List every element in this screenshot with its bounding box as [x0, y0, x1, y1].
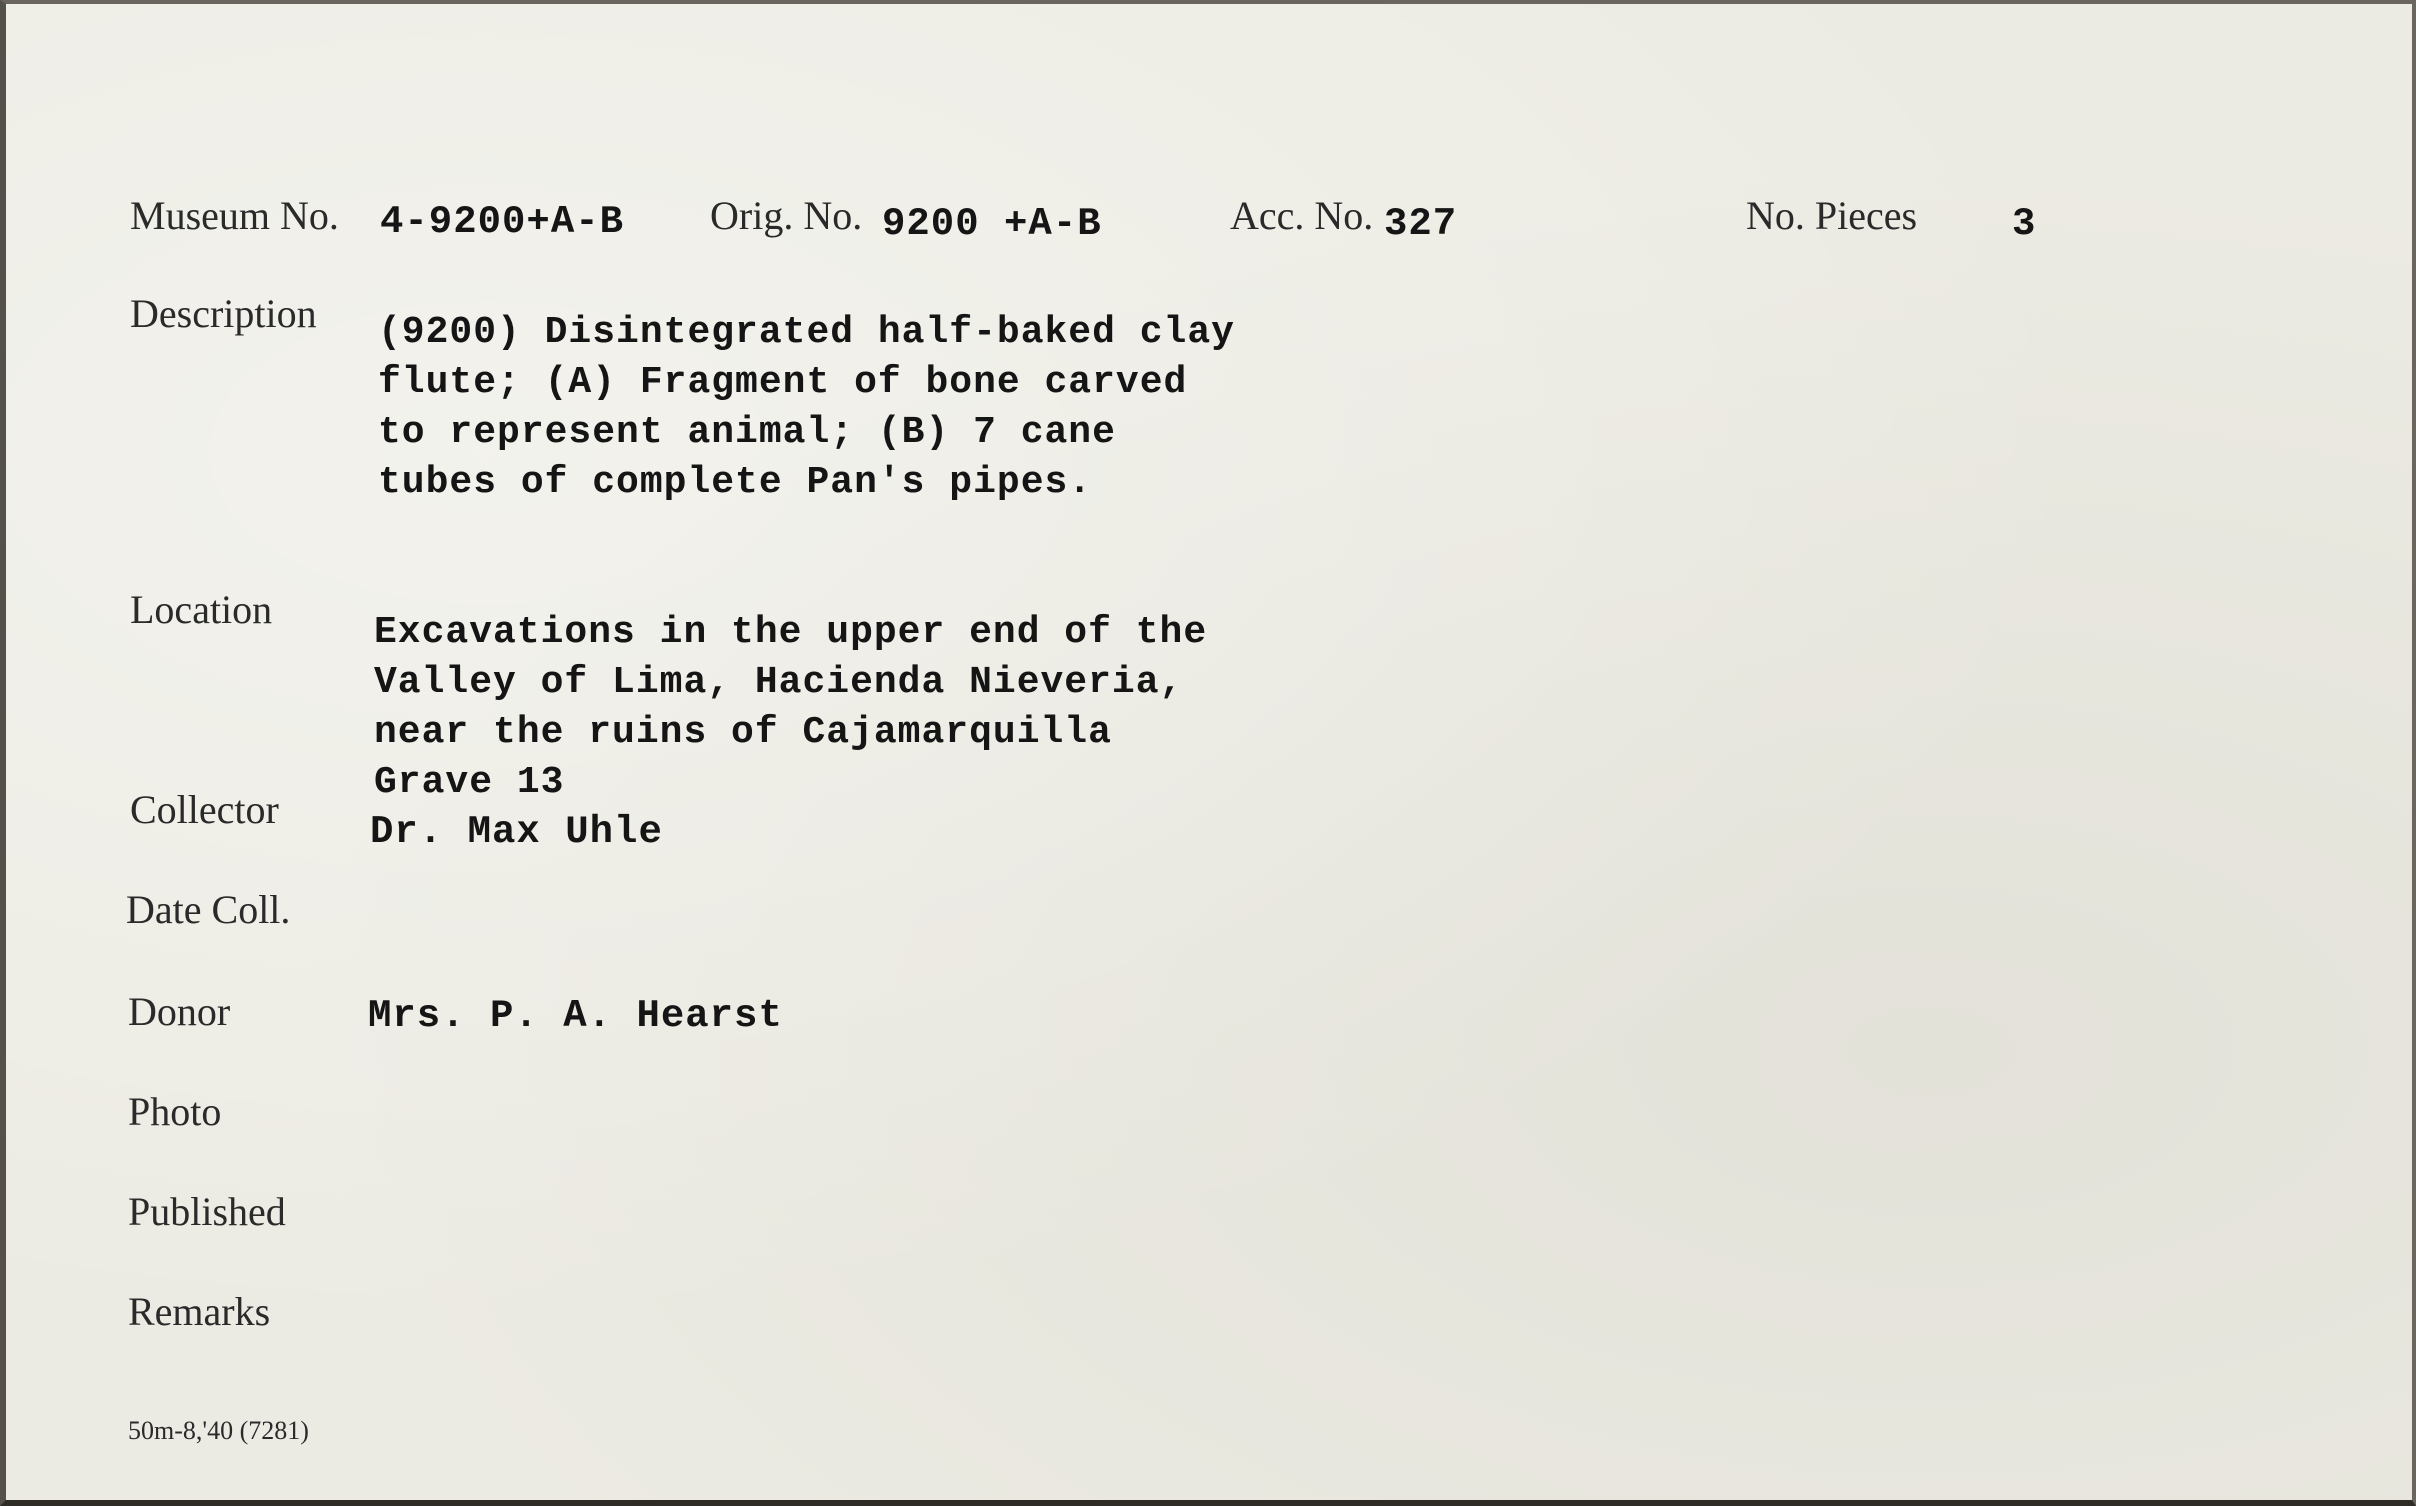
location-line: Valley of Lima, Hacienda Nieveria, [374, 661, 1184, 704]
description-line: flute; (A) Fragment of bone carved [378, 361, 1188, 404]
museum-no-value: 4-9200+A-B [380, 200, 625, 244]
collector-value: Dr. Max Uhle [370, 810, 663, 854]
date-coll-label: Date Coll. [126, 887, 291, 932]
pieces-label: No. Pieces [1746, 193, 1918, 238]
remarks-label: Remarks [128, 1289, 271, 1334]
location-line: Excavations in the upper end of the [374, 611, 1208, 654]
description-text [378, 308, 1235, 508]
pieces-value: 3 [2012, 202, 2037, 246]
description-line: tubes of complete Pan's pipes. [378, 461, 1093, 504]
description-label: Description [130, 291, 317, 336]
footer-print-code: 50m-8,'40 (7281) [128, 1416, 309, 1445]
description-line: (9200) Disintegrated half-baked clay [378, 311, 1235, 354]
published-label: Published [128, 1189, 286, 1234]
location-line: Grave 13 [374, 761, 565, 804]
location-line: near the ruins of Cajamarquilla [374, 711, 1112, 754]
orig-no-label: Orig. No. [710, 193, 863, 238]
orig-no-value: 9200 +A-B [882, 202, 1102, 246]
collector-label: Collector [130, 787, 279, 832]
donor-label: Donor [128, 989, 231, 1034]
location-text [374, 608, 1207, 808]
donor-value: Mrs. P. A. Hearst [368, 994, 783, 1038]
acc-no-value: 327 [1384, 202, 1458, 246]
museum-no-label: Museum No. [130, 193, 339, 238]
photo-label: Photo [128, 1089, 222, 1134]
location-label: Location [130, 587, 273, 632]
acc-no-label: Acc. No. [1230, 193, 1374, 238]
description-line: to represent animal; (B) 7 cane [378, 411, 1116, 454]
